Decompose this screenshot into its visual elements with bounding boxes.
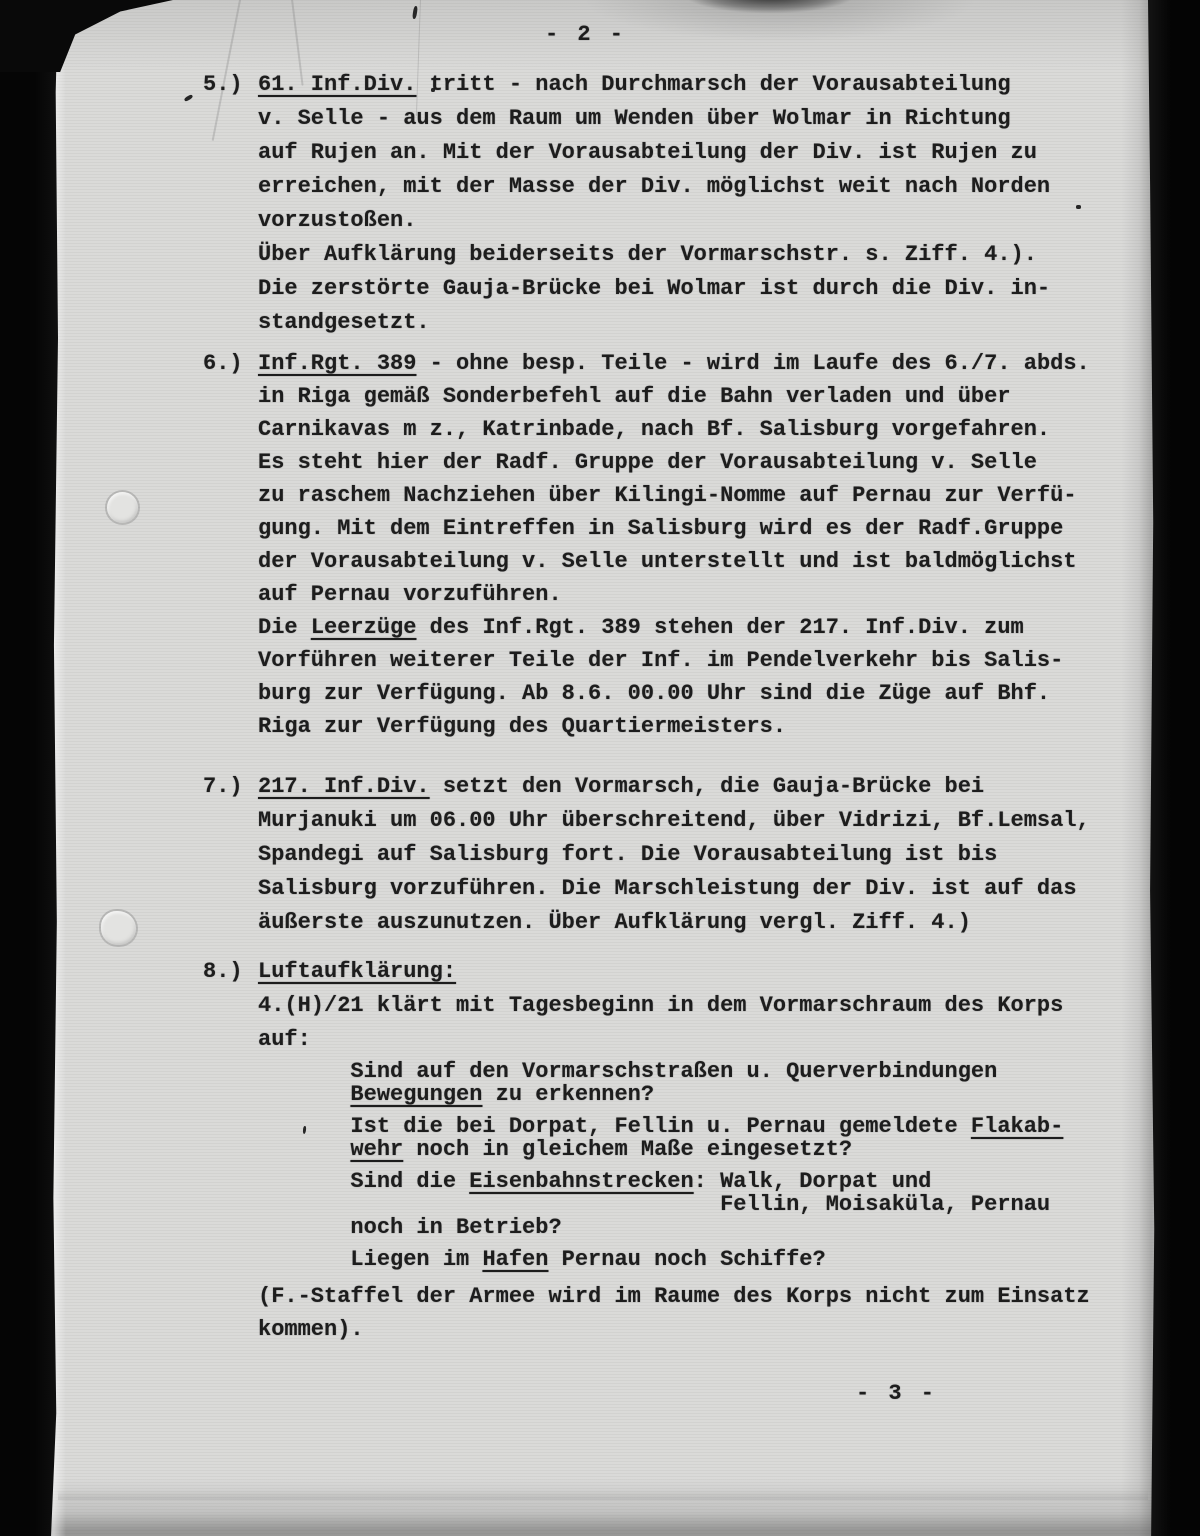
text-segment: des Inf.Rgt. 389 stehen der 217. Inf.Div. zum	[416, 615, 1024, 640]
text-line	[258, 347, 1090, 380]
text-line	[258, 710, 1090, 743]
text-segment: Carnikavas m z., Katrinbade, nach Bf. Salisburg vorgefahren.	[258, 417, 1051, 442]
text-segment: Sind die	[258, 1169, 470, 1194]
paragraph-lines	[258, 770, 1090, 940]
text-line	[258, 545, 1090, 578]
text-segment: Salisburg vorzuführen. Die Marschleistung der Div. ist auf das	[258, 876, 1077, 901]
text-line	[258, 872, 1090, 906]
text-line	[258, 677, 1090, 710]
text-segment: in Riga gemäß Sonderbefehl auf die Bahn verladen und über	[258, 384, 1011, 409]
underlined-text-segment: wehr	[350, 1137, 404, 1162]
text-segment: v. Selle - aus dem Raum um Wenden über Wolmar in Richtung	[258, 106, 1011, 131]
paragraph	[203, 955, 1090, 1346]
text-line	[258, 1193, 1090, 1216]
text-segment: Pernau noch Schiffe?	[548, 1247, 826, 1272]
text-line	[258, 204, 1050, 238]
text-line	[258, 136, 1050, 170]
text-line	[258, 1023, 1090, 1057]
text-line	[258, 955, 1090, 989]
text-line	[258, 1083, 1090, 1106]
paragraph-number: 6.)	[203, 351, 243, 376]
text-line	[258, 170, 1050, 204]
text-segment: tritt - nach Durchmarsch der Vorausabteilung	[416, 72, 1011, 97]
paragraph	[203, 770, 1090, 940]
underlined-text-segment: Flakab-	[970, 1114, 1064, 1139]
paragraph-number: 7.)	[203, 774, 243, 799]
text-line	[258, 906, 1090, 940]
text-segment: gung. Mit dem Eintreffen in Salisburg wird es der Radf.Gruppe	[258, 516, 1064, 541]
text-segment: Fellin, Moisaküla, Pernau	[258, 1192, 1051, 1217]
text-segment	[258, 1082, 350, 1107]
text-segment: erreichen, mit der Masse der Div. möglichst weit nach Norden	[258, 174, 1051, 199]
underlined-text-segment: Bewegungen	[350, 1082, 483, 1107]
text-segment	[258, 1137, 350, 1162]
text-line	[258, 413, 1090, 446]
text-segment: Ist die bei Dorpat, Fellin u. Pernau gemeldete	[258, 1114, 971, 1139]
text-line	[258, 68, 1050, 102]
text-line	[258, 380, 1090, 413]
text-line	[258, 1115, 1090, 1138]
page-number-footer: - 3 -	[856, 1381, 938, 1406]
paragraph	[203, 347, 1090, 743]
text-segment: auf:	[258, 1027, 311, 1052]
text-line	[258, 446, 1090, 479]
text-line	[258, 1170, 1090, 1193]
paragraph-lines	[258, 955, 1090, 1346]
text-line	[258, 479, 1090, 512]
text-line	[258, 306, 1050, 340]
text-segment: Die zerstörte Gauja-Brücke bei Wolmar ist durch die Div. in-	[258, 276, 1051, 301]
text-line	[258, 272, 1050, 306]
question-group	[258, 1248, 1090, 1271]
underlined-text-segment: Eisenbahnstrecken	[469, 1169, 694, 1194]
text-segment: Es steht hier der Radf. Gruppe der Vorausabteilung v. Selle	[258, 450, 1037, 475]
text-line	[258, 578, 1090, 611]
underlined-text-segment: 217. Inf.Div.	[258, 774, 430, 799]
text-segment: zu erkennen?	[482, 1082, 655, 1107]
text-line	[258, 989, 1090, 1023]
text-line	[258, 1060, 1090, 1083]
question-group	[258, 1115, 1090, 1161]
text-segment: vorzustoßen.	[258, 208, 417, 233]
underlined-text-segment: Inf.Rgt. 389	[258, 351, 417, 376]
text-segment: Über Aufklärung beiderseits der Vormarschstr. s. Ziff. 4.).	[258, 242, 1037, 267]
text-line	[258, 512, 1090, 545]
text-line	[258, 611, 1090, 644]
text-segment: noch in gleichem Maße eingesetzt?	[403, 1137, 853, 1162]
text-line	[258, 838, 1090, 872]
text-line	[258, 770, 1090, 804]
text-segment: Die	[258, 615, 311, 640]
paragraph-number: 8.)	[203, 959, 243, 984]
page-number-header: - 2 -	[545, 22, 627, 47]
text-segment: - ohne besp. Teile - wird im Laufe des 6./7. abds.	[416, 351, 1090, 376]
paragraph-lines	[258, 347, 1090, 743]
text-segment: setzt den Vormarsch, die Gauja-Brücke bei	[429, 774, 985, 799]
underlined-text-segment: 61. Inf.Div.	[258, 72, 417, 97]
question-block	[258, 1060, 1090, 1271]
text-segment: auf Rujen an. Mit der Vorausabteilung der Div. ist Rujen zu	[258, 140, 1037, 165]
text-segment: auf Pernau vorzuführen.	[258, 582, 562, 607]
text-segment: standgesetzt.	[258, 310, 430, 335]
text-segment: (F.-Staffel der Armee wird im Raume des Korps nicht zum Einsatz	[258, 1284, 1090, 1309]
underlined-text-segment: Hafen	[482, 1247, 549, 1272]
question-group	[258, 1060, 1090, 1106]
text-segment: burg zur Verfügung. Ab 8.6. 00.00 Uhr sind die Züge auf Bhf.	[258, 681, 1051, 706]
text-segment: äußerste auszunutzen. Über Aufklärung vergl. Ziff. 4.)	[258, 910, 971, 935]
text-segment: Spandegi auf Salisburg fort. Die Vorausabteilung ist bis	[258, 842, 998, 867]
text-line	[258, 238, 1050, 272]
text-segment: Vorführen weiterer Teile der Inf. im Pendelverkehr bis Salis-	[258, 648, 1064, 673]
scan-edge-left	[0, 0, 58, 1536]
paragraph-lines	[258, 68, 1050, 340]
text-segment: Riga zur Verfügung des Quartiermeisters.	[258, 714, 787, 739]
text-segment: kommen).	[258, 1317, 364, 1342]
paragraph-number: 5.)	[203, 72, 243, 97]
text-segment: Sind auf den Vormarschstraßen u. Querverbindungen	[258, 1059, 998, 1084]
question-group	[258, 1170, 1090, 1239]
text-line	[258, 1216, 1090, 1239]
text-segment: : Walk, Dorpat und	[693, 1169, 932, 1194]
underlined-text-segment: Luftaufklärung:	[258, 959, 457, 984]
text-segment: Murjanuki um 06.00 Uhr überschreitend, über Vidrizi, Bf.Lemsal,	[258, 808, 1090, 833]
scan-edge-right	[1148, 0, 1200, 1536]
text-line	[258, 804, 1090, 838]
text-line	[258, 1248, 1090, 1271]
text-line	[258, 102, 1050, 136]
text-segment: der Vorausabteilung v. Selle unterstellt und ist baldmöglichst	[258, 549, 1077, 574]
closing-note	[258, 1280, 1090, 1346]
text-segment: Liegen im	[258, 1247, 483, 1272]
document-body	[57, 0, 1150, 1536]
text-segment: zu raschem Nachziehen über Kilingi-Nomme auf Pernau zur Verfü-	[258, 483, 1077, 508]
text-line	[258, 1138, 1090, 1161]
underlined-text-segment: Leerzüge	[310, 615, 417, 640]
paragraph	[203, 68, 1050, 340]
text-line	[258, 1313, 1090, 1346]
text-line	[258, 644, 1090, 677]
text-segment: noch in Betrieb?	[258, 1215, 562, 1240]
text-line	[258, 1280, 1090, 1313]
text-segment: 4.(H)/21 klärt mit Tagesbeginn in dem Vormarschraum des Korps	[258, 993, 1064, 1018]
